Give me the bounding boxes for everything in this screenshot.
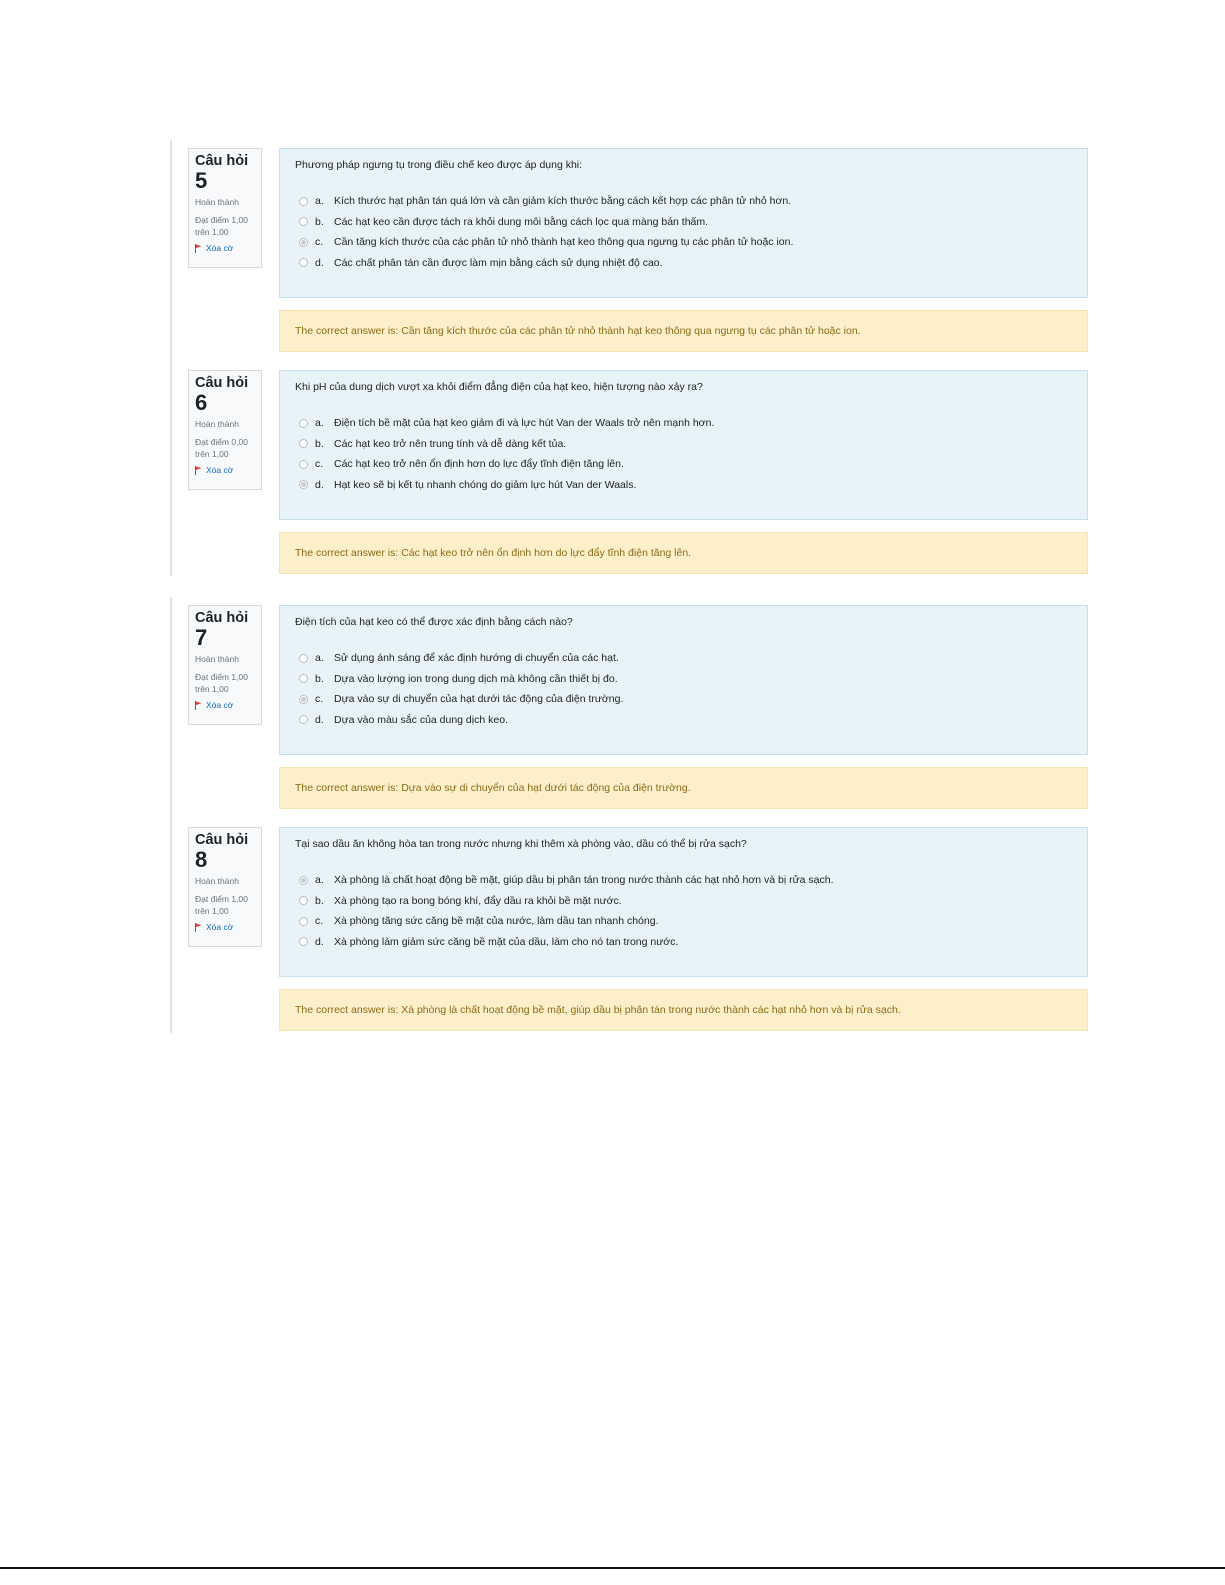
flag-icon	[195, 244, 202, 253]
answer-letter: b.	[315, 894, 324, 907]
answer-text: Dựa vào màu sắc của dung dịch keo.	[334, 713, 508, 726]
radio-button[interactable]	[299, 715, 308, 724]
question-grade	[195, 671, 255, 695]
question-formulation	[279, 148, 1088, 298]
radio-button[interactable]	[299, 439, 308, 448]
radio-button[interactable]	[299, 460, 308, 469]
question-block	[172, 819, 1100, 1041]
answer-letter: d.	[315, 935, 324, 948]
question-state: Hoàn thành	[195, 419, 239, 429]
answer-letter: c.	[315, 693, 324, 706]
answer-letter: a.	[315, 195, 324, 208]
grade-line: Đạt điểm 1,00	[195, 894, 248, 904]
answer-letter: b.	[315, 215, 324, 228]
answer-letter: c.	[315, 236, 324, 249]
answer-text: Sử dụng ánh sáng để xác định hướng di chuyển của các hạt.	[334, 652, 619, 665]
answer-letter: a.	[315, 874, 324, 887]
answer-list	[295, 413, 1072, 495]
grade-line: trên 1,00	[195, 227, 229, 237]
answer-text: Kích thước hạt phân tán quá lớn và cần giảm kích thước bằng cách kết hợp các phân tử nhỏ hơn.	[334, 195, 792, 208]
radio-button[interactable]	[299, 896, 308, 905]
question-number: 6	[195, 390, 208, 415]
answer-option[interactable]	[295, 891, 1072, 912]
answer-text: Dựa vào sự di chuyển của hạt dưới tác động của điện trường.	[334, 693, 624, 706]
answer-text: Xà phòng làm giảm sức căng bề mặt của dầu, làm cho nó tan trong nước.	[334, 935, 679, 948]
answer-letter: b.	[315, 672, 324, 685]
radio-button-selected[interactable]	[299, 480, 308, 489]
radio-button-selected[interactable]	[299, 695, 308, 704]
answer-letter: d.	[315, 256, 324, 269]
answer-text: Các chất phân tán cần được làm mịn bằng cách sử dụng nhiệt độ cao.	[334, 256, 663, 269]
radio-button[interactable]	[299, 197, 308, 206]
flag-icon	[195, 701, 202, 710]
answer-letter: d.	[315, 478, 324, 491]
answer-option[interactable]	[295, 932, 1072, 953]
correct-answer-feedback: The correct answer is: Cần tăng kích thước của các phân tử nhỏ thành hạt keo thông qua ngưng tụ các phân tử hoặc ion.	[279, 310, 1088, 352]
answer-option[interactable]	[295, 689, 1072, 710]
question-grade	[195, 214, 255, 238]
grade-line: Đạt điểm 1,00	[195, 215, 248, 225]
question-block	[172, 362, 1100, 584]
answer-option[interactable]	[295, 434, 1072, 455]
remove-flag-link[interactable]	[195, 700, 255, 710]
radio-button[interactable]	[299, 419, 308, 428]
remove-flag-label: Xóa cờ	[206, 922, 234, 932]
answer-text: Các hạt keo trở nên ổn định hơn do lực đẩy tĩnh điện tăng lên.	[334, 458, 624, 471]
answer-text: Điện tích bề mặt của hạt keo giảm đi và lực hút Van der Waals trở nên mạnh hơn.	[334, 417, 715, 430]
answer-letter: c.	[315, 458, 324, 471]
question-label: Câu hỏi	[195, 375, 249, 391]
question-grade	[195, 436, 255, 460]
answer-option[interactable]	[295, 232, 1072, 253]
radio-button[interactable]	[299, 217, 308, 226]
answer-list	[295, 870, 1072, 952]
answer-list	[295, 191, 1072, 273]
answer-option[interactable]	[295, 870, 1072, 891]
question-state: Hoàn thành	[195, 654, 239, 664]
correct-answer-feedback: The correct answer is: Dựa vào sự di chuyển của hạt dưới tác động của điện trường.	[279, 767, 1088, 809]
question-info	[188, 370, 262, 490]
remove-flag-link[interactable]	[195, 465, 255, 475]
answer-letter: c.	[315, 915, 324, 928]
radio-button[interactable]	[299, 258, 308, 267]
question-group-1	[170, 140, 1100, 576]
grade-line: trên 1,00	[195, 906, 229, 916]
remove-flag-label: Xóa cờ	[206, 700, 234, 710]
question-label: Câu hỏi	[195, 832, 249, 848]
answer-option[interactable]	[295, 212, 1072, 233]
answer-text: Xà phòng tạo ra bong bóng khí, đẩy dầu ra khỏi bề mặt nước.	[334, 894, 622, 907]
question-text: Tại sao dầu ăn không hòa tan trong nước nhưng khi thêm xà phòng vào, dầu có thể bị rửa sạch?	[295, 838, 747, 850]
answer-option[interactable]	[295, 669, 1072, 690]
question-formulation	[279, 605, 1088, 755]
remove-flag-link[interactable]	[195, 243, 255, 253]
radio-button[interactable]	[299, 654, 308, 663]
question-state: Hoàn thành	[195, 197, 239, 207]
flag-icon	[195, 923, 202, 932]
question-block	[172, 597, 1100, 819]
question-grade	[195, 893, 255, 917]
question-info	[188, 605, 262, 725]
answer-letter: d.	[315, 713, 324, 726]
answer-option[interactable]	[295, 454, 1072, 475]
question-label: Câu hỏi	[195, 610, 249, 626]
question-text: Điện tích của hạt keo có thể được xác định bằng cách nào?	[295, 616, 573, 628]
question-formulation	[279, 827, 1088, 977]
question-text: Phương pháp ngưng tụ trong điều chế keo được áp dụng khi:	[295, 159, 583, 171]
question-number: 7	[195, 625, 208, 650]
question-state: Hoàn thành	[195, 876, 239, 886]
question-block	[172, 140, 1100, 362]
grade-line: trên 1,00	[195, 684, 229, 694]
question-number: 8	[195, 847, 208, 872]
page-bottom-rule	[0, 1567, 1225, 1569]
radio-button-selected[interactable]	[299, 876, 308, 885]
answer-text: Xà phòng là chất hoạt động bề mặt, giúp dầu bị phân tán trong nước thành các hạt nhỏ hơn và bị rửa sạch.	[334, 874, 834, 887]
flag-icon	[195, 466, 202, 475]
question-info	[188, 148, 262, 268]
question-text: Khi pH của dung dịch vượt xa khỏi điểm đẳng điện của hạt keo, hiện tượng nào xảy ra?	[295, 381, 703, 393]
answer-option[interactable]	[295, 648, 1072, 669]
grade-line: Đạt điểm 0,00	[195, 437, 248, 447]
question-formulation	[279, 370, 1088, 520]
question-group-2	[170, 597, 1100, 1033]
answer-letter: a.	[315, 417, 324, 430]
answer-option[interactable]	[295, 710, 1072, 731]
remove-flag-link[interactable]	[195, 922, 255, 932]
radio-button[interactable]	[299, 917, 308, 926]
remove-flag-label: Xóa cờ	[206, 243, 234, 253]
radio-button[interactable]	[299, 674, 308, 683]
grade-line: trên 1,00	[195, 449, 229, 459]
radio-button-selected[interactable]	[299, 238, 308, 247]
answer-text: Cần tăng kích thước của các phân tử nhỏ thành hạt keo thông qua ngưng tụ các phân tử hoặc ion.	[334, 236, 794, 249]
answer-letter: b.	[315, 437, 324, 450]
question-info	[188, 827, 262, 947]
answer-text: Hạt keo sẽ bị kết tụ nhanh chóng do giảm lực hút Van der Waals.	[334, 478, 637, 491]
answer-text: Các hạt keo cần được tách ra khỏi dung môi bằng cách lọc qua màng bán thấm.	[334, 215, 709, 228]
answer-option[interactable]	[295, 475, 1072, 496]
correct-answer-feedback: The correct answer is: Các hạt keo trở nên ổn định hơn do lực đẩy tĩnh điện tăng lên.	[279, 532, 1088, 574]
answer-list	[295, 648, 1072, 730]
answer-option[interactable]	[295, 413, 1072, 434]
question-label: Câu hỏi	[195, 153, 249, 169]
radio-button[interactable]	[299, 937, 308, 946]
answer-text: Dựa vào lượng ion trong dung dịch mà không cần thiết bị đo.	[334, 672, 618, 685]
answer-letter: a.	[315, 652, 324, 665]
correct-answer-feedback: The correct answer is: Xà phòng là chất hoạt động bề mặt, giúp dầu bị phân tán trong nước thành các hạt nhỏ hơn và bị rửa sạch.	[279, 989, 1088, 1031]
answer-option[interactable]	[295, 911, 1072, 932]
remove-flag-label: Xóa cờ	[206, 465, 234, 475]
answer-option[interactable]	[295, 191, 1072, 212]
grade-line: Đạt điểm 1,00	[195, 672, 248, 682]
question-number: 5	[195, 168, 208, 193]
answer-text: Xà phòng tăng sức căng bề mặt của nước, làm dầu tan nhanh chóng.	[334, 915, 659, 928]
answer-text: Các hạt keo trở nên trung tính và dễ dàng kết tủa.	[334, 437, 567, 450]
answer-option[interactable]	[295, 253, 1072, 274]
